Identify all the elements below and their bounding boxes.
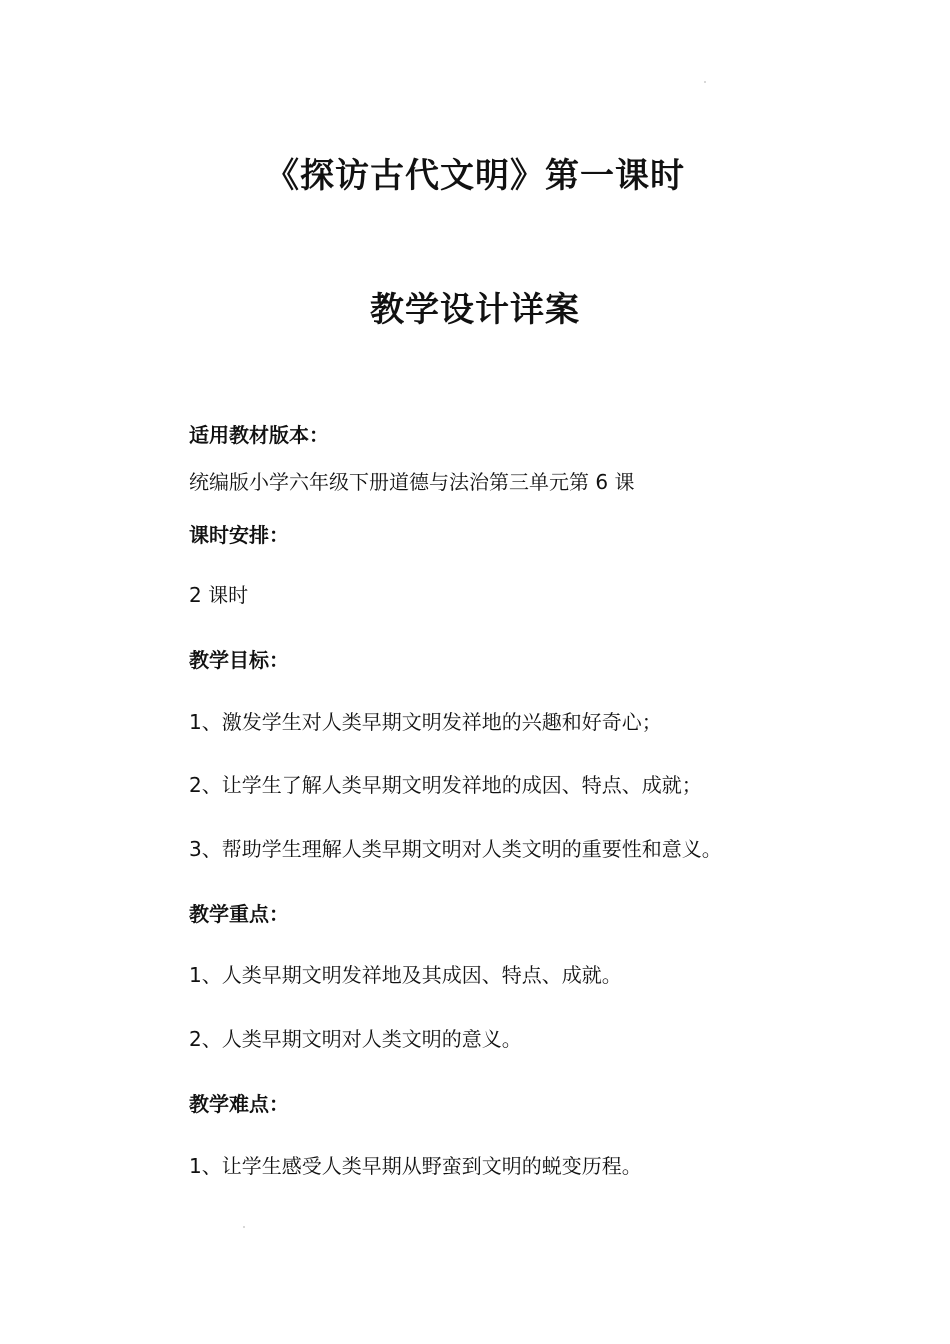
key-points-heading: 教学重点： xyxy=(189,902,289,926)
objective-item: 1、激发学生对人类早期文明发祥地的兴趣和好奇心； xyxy=(189,710,662,734)
objective-item: 3、帮助学生理解人类早期文明对人类文明的重要性和意义。 xyxy=(189,837,722,861)
key-point-item: 1、人类早期文明发祥地及其成因、特点、成就。 xyxy=(189,963,622,987)
difficulty-item: 1、让学生感受人类早期从野蛮到文明的蜕变历程。 xyxy=(189,1154,642,1178)
corner-mark xyxy=(243,1226,245,1228)
textbook-content: 统编版小学六年级下册道德与法治第三单元第 6 课 xyxy=(189,470,635,494)
key-point-item: 2、人类早期文明对人类文明的意义。 xyxy=(189,1027,522,1051)
schedule-heading: 课时安排： xyxy=(189,523,289,547)
corner-mark xyxy=(704,81,706,83)
objectives-heading: 教学目标： xyxy=(189,648,289,672)
document-title: 《探访古代文明》第一课时 xyxy=(265,156,685,196)
textbook-heading: 适用教材版本： xyxy=(189,423,329,447)
objective-item: 2、让学生了解人类早期文明发祥地的成因、特点、成就； xyxy=(189,773,702,797)
document-subtitle: 教学设计详案 xyxy=(370,290,580,330)
difficulties-heading: 教学难点： xyxy=(189,1092,289,1116)
schedule-content: 2 课时 xyxy=(189,583,249,607)
